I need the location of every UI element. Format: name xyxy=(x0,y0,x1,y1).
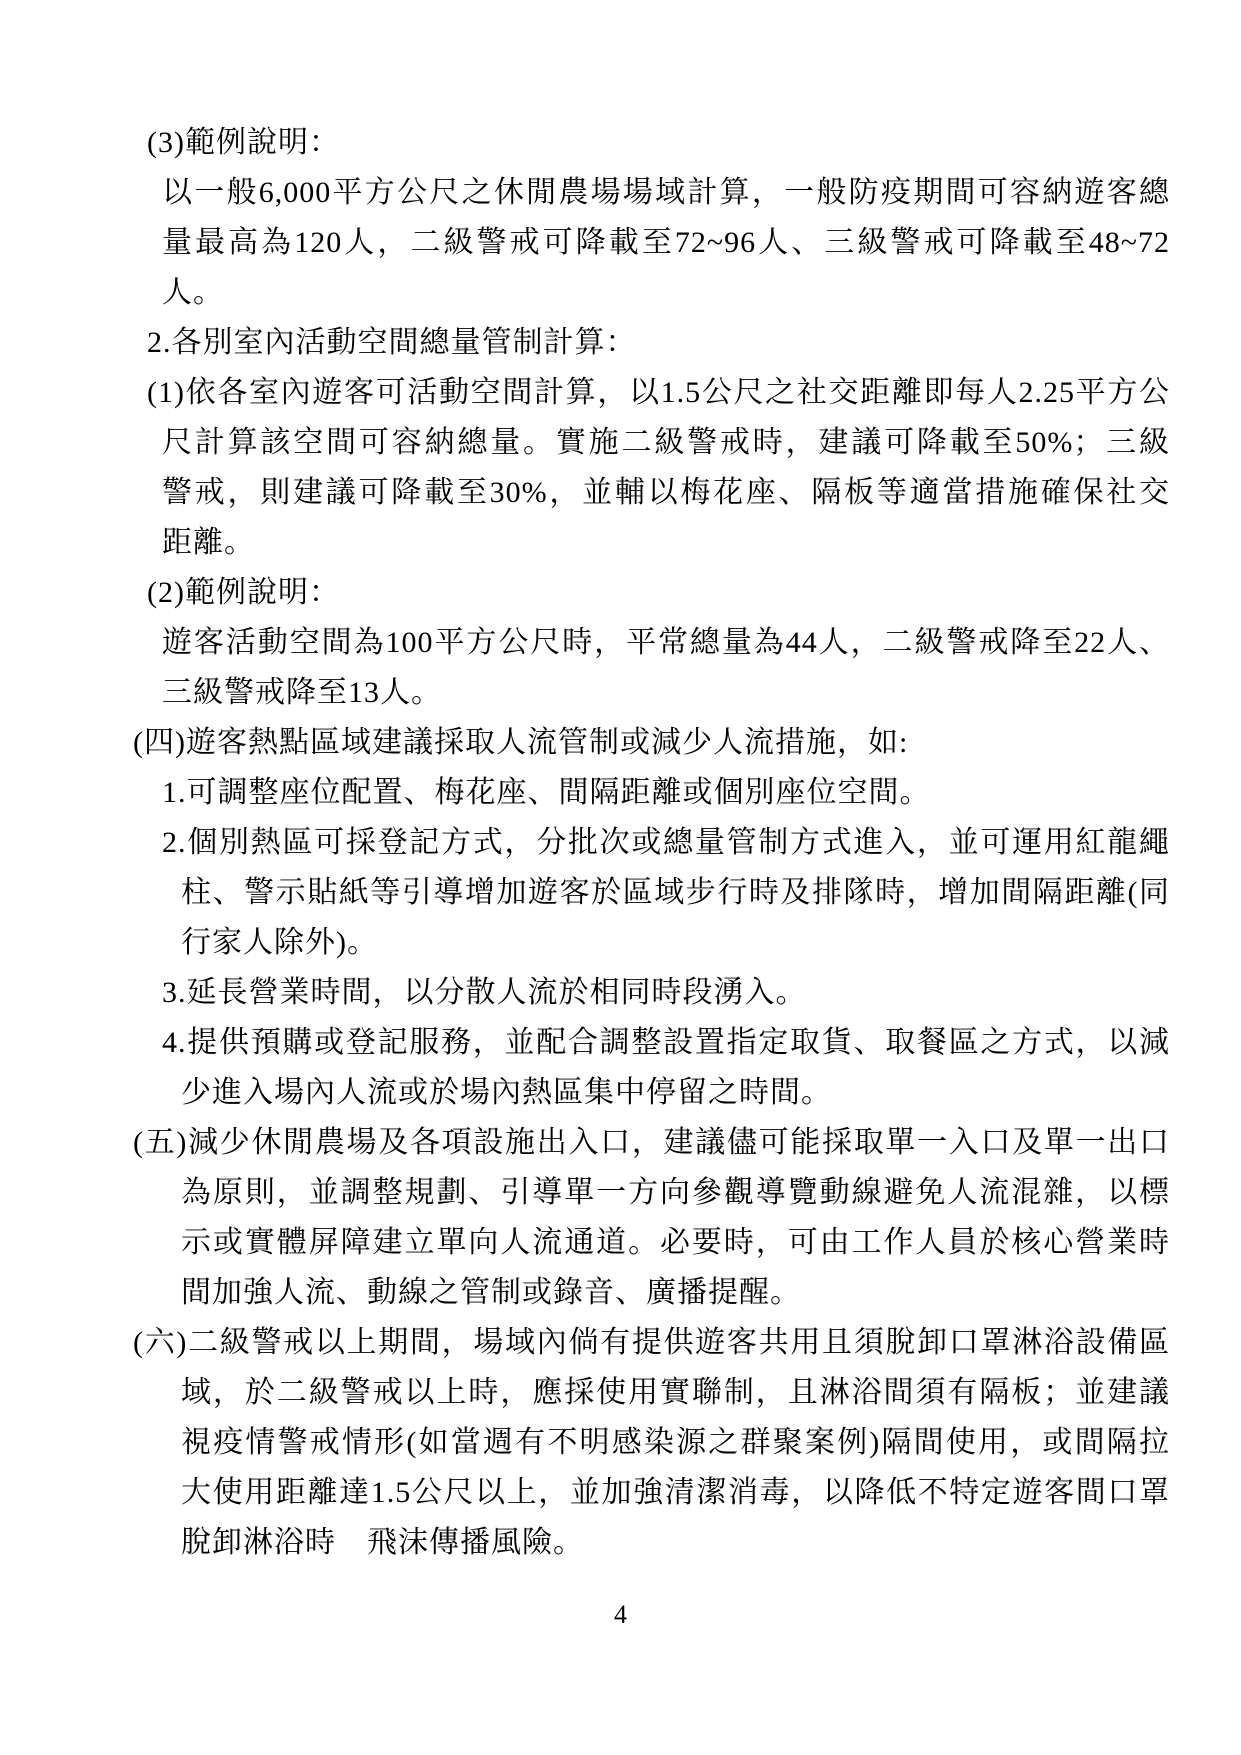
text-line: 間加強人流、動線之管制或錄音、廣播提醒。 xyxy=(181,1276,801,1309)
text-line: 2.各別室內活動空間總量管制計算： xyxy=(147,326,637,359)
text-line: 尺計算該空間可容納總量。實施二級警戒時，建議可降載至50%；三級 xyxy=(162,426,1170,459)
text-line: 2.個別熱區可採登記方式，分批次或總量管制方式進入，並可運用紅龍繩 xyxy=(162,826,1170,859)
text-line: 距離。 xyxy=(162,526,255,559)
text-line: 3.延長營業時間，以分散人流於相同時段湧入。 xyxy=(162,976,807,1009)
text-line: (3)範例說明： xyxy=(147,126,340,159)
text-line: 行家人除外)。 xyxy=(181,926,378,959)
text-line: 柱、警示貼紙等引導增加遊客於區域步行時及排隊時，增加間隔距離(同 xyxy=(181,876,1170,909)
text-line: 以一般6,000平方公尺之休閒農場場域計算，一般防疫期間可容納遊客總 xyxy=(162,176,1170,209)
text-line: 脫卸淋浴時 飛沫傳播風險。 xyxy=(181,1526,584,1559)
text-line: 警戒，則建議可降載至30%，並輔以梅花座、隔板等適當措施確保社交 xyxy=(162,476,1170,509)
text-line: 三級警戒降至13人。 xyxy=(162,676,442,709)
text-line: 為原則，並調整規劃、引導單一方向參觀導覽動線避免人流混雜，以標 xyxy=(181,1176,1170,1209)
text-line: (2)範例說明： xyxy=(147,576,340,609)
text-line: 域，於二級警戒以上時，應採使用實聯制，且淋浴間須有隔板；並建議 xyxy=(181,1376,1170,1409)
text-line: 視疫情警戒情形(如當週有不明感染源之群聚案例)隔間使用，或間隔拉 xyxy=(181,1426,1170,1459)
text-line: (六)二級警戒以上期間，場域內倘有提供遊客共用且須脫卸口罩淋浴設備區 xyxy=(133,1326,1170,1359)
document-body xyxy=(133,118,1170,1568)
page-number: 4 xyxy=(614,1600,627,1629)
text-line: (1)依各室內遊客可活動空間計算，以1.5公尺之社交距離即每人2.25平方公 xyxy=(147,376,1170,409)
text-line: 量最高為120人，二級警戒可降載至72~96人、三級警戒可降載至48~72 xyxy=(162,226,1170,259)
text-line: (四)遊客熱點區域建議採取人流管制或減少人流措施，如: xyxy=(133,726,909,759)
text-line: 少進入場內人流或於場內熱區集中停留之時間。 xyxy=(181,1076,832,1109)
text-line: (五)減少休閒農場及各項設施出入口，建議儘可能採取單一入口及單一出口 xyxy=(133,1126,1170,1159)
text-line: 大使用距離達1.5公尺以上，並加強清潔消毒，以降低不特定遊客間口罩 xyxy=(181,1476,1170,1509)
text-line: 示或實體屏障建立單向人流通道。必要時，可由工作人員於核心營業時 xyxy=(181,1226,1170,1259)
text-line: 1.可調整座位配置、梅花座、間隔距離或個別座位空間。 xyxy=(162,776,931,809)
text-line: 4.提供預購或登記服務，並配合調整設置指定取貨、取餐區之方式，以減 xyxy=(162,1026,1170,1059)
text-line: 遊客活動空間為100平方公尺時，平常總量為44人，二級警戒降至22人、 xyxy=(162,626,1170,659)
text-line: 人。 xyxy=(162,276,224,309)
